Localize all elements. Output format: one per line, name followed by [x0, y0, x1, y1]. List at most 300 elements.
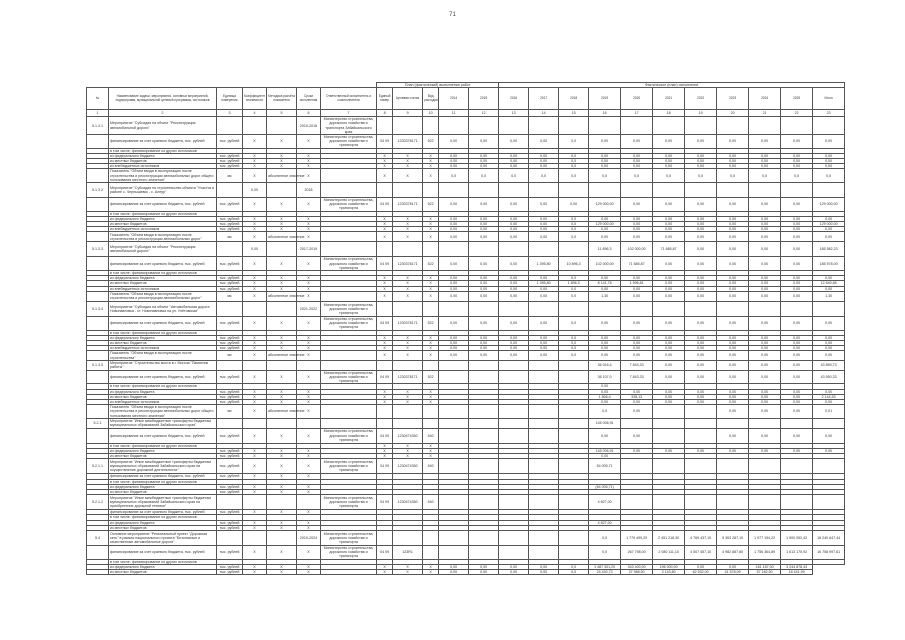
table-cell: (64 005,71): [589, 484, 621, 489]
table-cell: X: [297, 454, 321, 459]
table-cell: 0,00: [621, 276, 653, 281]
table-cell: 0,00: [717, 281, 749, 286]
table-cell: 0,0: [749, 169, 781, 183]
row-code-cell: [87, 232, 109, 242]
table-cell: [243, 530, 267, 545]
table-cell: 0,00: [439, 316, 469, 330]
row-description-cell: из местных бюджетов: [109, 525, 217, 530]
table-cell: 36 016,4: [589, 360, 621, 370]
table-cell: 37 988,50: [621, 570, 653, 575]
table-cell: 24 430,73: [589, 570, 621, 575]
table-cell: [439, 428, 469, 443]
table-cell: 0,00: [653, 276, 685, 281]
table-cell: [267, 242, 297, 257]
table-row: [87, 428, 845, 443]
table-cell: 04 09: [377, 428, 393, 443]
table-cell: 0,00: [439, 351, 469, 360]
row-description-cell: Показатель "Объем ввода в эксплуатацию после строительства и реконструкции автомобильных дорог": [109, 232, 217, 242]
table-cell: 16 758 997,61: [813, 545, 845, 559]
table-cell: X: [267, 428, 297, 443]
table-cell: X: [297, 570, 321, 575]
table-cell: 0,00: [469, 286, 499, 291]
table-cell: X: [377, 232, 393, 242]
table-cell: 0,00: [439, 281, 469, 286]
table-cell: [243, 301, 267, 316]
table-cell: 0,0: [559, 232, 589, 242]
table-cell: X: [423, 399, 439, 404]
table-cell: тыс. рублей: [217, 525, 243, 530]
table-cell: 0,00: [439, 164, 469, 169]
table-cell: 2 451 218,30: [653, 530, 685, 545]
header-group-plan: План (фактический) выполнения работ: [377, 83, 499, 88]
table-cell: [393, 301, 423, 316]
table-cell: 0,00: [589, 153, 621, 158]
column-header: 2018: [559, 88, 589, 110]
column-number: 5: [267, 110, 297, 117]
table-cell: тыс. рублей: [217, 448, 243, 453]
table-cell: X: [377, 286, 393, 291]
table-cell: 0,00: [717, 399, 749, 404]
table-cell: тыс. рублей: [217, 394, 243, 399]
table-cell: [499, 418, 529, 428]
table-cell: 1 596,81: [621, 281, 653, 286]
table-cell: 0,00: [749, 227, 781, 232]
row-description-cell: из федерального бюджета: [109, 484, 217, 489]
table-cell: [217, 418, 243, 428]
table-cell: [423, 242, 439, 257]
table-cell: 0,00: [717, 198, 749, 212]
table-cell: 0,0: [589, 530, 621, 545]
table-row: [87, 405, 845, 419]
table-cell: 145 006,91: [589, 418, 621, 428]
table-cell: 145 006,91: [589, 448, 621, 453]
table-cell: 0,00: [499, 276, 529, 281]
row-code-cell: [87, 351, 109, 360]
table-cell: X: [297, 257, 321, 271]
table-cell: 0,00: [439, 198, 469, 212]
table-cell: 4 827,00: [589, 520, 621, 525]
table-cell: X: [393, 340, 423, 345]
row-description-cell: Показатель "Объем ввода в эксплуатацию после строительства": [109, 351, 217, 360]
table-cell: 0,00: [717, 135, 749, 149]
table-cell: [217, 117, 243, 135]
table-cell: 04 09: [377, 198, 393, 212]
row-description-cell: Показатель "Объем ввода в эксплуатацию после строительства и реконструкции автомобильных дорог": [109, 291, 217, 301]
table-cell: [321, 360, 377, 370]
table-cell: [653, 418, 685, 428]
table-cell: 0,00: [529, 216, 559, 221]
row-code-cell: 5.2.1.1: [87, 459, 109, 474]
table-cell: X: [267, 525, 297, 530]
table-cell: 0,00: [813, 351, 845, 360]
table-cell: 0,00: [529, 291, 559, 301]
table-cell: 0,00: [469, 340, 499, 345]
column-header: 2025: [781, 88, 813, 110]
table-cell: [217, 301, 243, 316]
table-cell: 0,00: [749, 351, 781, 360]
table-cell: абсолютное значение: [267, 351, 297, 360]
table-cell: 0,00: [439, 159, 469, 164]
row-description-cell: из местных бюджетов: [109, 454, 217, 459]
table-cell: 1 806,4: [589, 394, 621, 399]
table-cell: 0,00: [589, 164, 621, 169]
table-cell: 4 982 887,80: [717, 545, 749, 559]
table-cell: X: [243, 564, 267, 569]
table-cell: 57 182,50: [749, 570, 781, 575]
table-cell: 0,00: [589, 135, 621, 149]
table-cell: 2021-2022: [297, 301, 321, 316]
table-cell: [559, 459, 589, 474]
table-cell: X: [297, 489, 321, 494]
table-cell: 71 685,87: [621, 257, 653, 271]
table-cell: 0,00: [439, 222, 469, 227]
table-cell: 1 900 052,42: [781, 530, 813, 545]
table-cell: X: [297, 525, 321, 530]
table-cell: 0,00: [653, 340, 685, 345]
table-cell: 0,00: [781, 227, 813, 232]
table-cell: 04 09: [377, 316, 393, 330]
table-cell: 04 09: [377, 257, 393, 271]
table-cell: 0,00: [653, 227, 685, 232]
table-cell: X: [423, 346, 439, 351]
table-cell: 0,00: [589, 399, 621, 404]
table-cell: 62 532,00: [685, 570, 717, 575]
column-number: 3: [217, 110, 243, 117]
table-cell: X: [243, 484, 267, 489]
table-cell: 0,0: [559, 164, 589, 169]
table-cell: X: [423, 164, 439, 169]
table-cell: 2017-2019: [297, 242, 321, 257]
table-cell: км: [217, 169, 243, 183]
table-cell: 0,00: [621, 316, 653, 330]
row-code-cell: 5.4: [87, 530, 109, 545]
row-description-cell: финансирование за счет краевого бюджета, тыс. рублей: [109, 545, 217, 559]
table-cell: 0,00: [439, 564, 469, 569]
table-cell: X: [267, 484, 297, 489]
table-cell: 0,00: [529, 222, 559, 227]
table-row: [87, 370, 845, 384]
table-cell: [499, 360, 529, 370]
table-cell: X: [297, 198, 321, 212]
table-cell: абсолютное значение: [267, 291, 297, 301]
table-cell: 540: [423, 428, 439, 443]
table-cell: 0,00: [469, 564, 499, 569]
table-cell: X: [243, 169, 267, 183]
table-cell: 0,0: [559, 227, 589, 232]
table-cell: 4 827,00: [589, 495, 621, 510]
table-cell: 0,00: [589, 384, 621, 389]
table-cell: 0,00: [469, 153, 499, 158]
table-cell: 0,00: [469, 159, 499, 164]
table-cell: 0,00: [749, 335, 781, 340]
table-cell: 0,00: [621, 428, 653, 443]
table-cell: 1,30: [589, 291, 621, 301]
table-cell: [813, 559, 845, 564]
table-cell: X: [297, 351, 321, 360]
table-cell: 0,00: [717, 153, 749, 158]
table-cell: Министерство строительства, дорожного хозяйства и транспорта: [321, 135, 377, 149]
column-number: 1: [87, 110, 109, 117]
column-number: 12: [469, 110, 499, 117]
table-cell: [217, 360, 243, 370]
table-cell: 0,00: [439, 276, 469, 281]
table-cell: тыс. рублей: [217, 370, 243, 384]
table-cell: 1 896,3: [559, 281, 589, 286]
table-row: [87, 291, 845, 301]
column-number: 6: [297, 110, 321, 117]
table-cell: 0,00: [499, 564, 529, 569]
table-cell: [377, 405, 393, 419]
row-description-cell: из федерального бюджета: [109, 520, 217, 525]
table-row: [87, 257, 845, 271]
table-cell: [813, 183, 845, 198]
table-cell: 0,00: [653, 389, 685, 394]
table-cell: 2 080 111,10: [653, 545, 685, 559]
table-header: [87, 83, 845, 117]
table-cell: 0,00: [589, 286, 621, 291]
table-cell: X: [267, 335, 297, 340]
table-cell: 0,00: [589, 346, 621, 351]
row-code-cell: [87, 370, 109, 384]
table-cell: X: [243, 448, 267, 453]
table-cell: X: [393, 276, 423, 281]
table-cell: тыс. рублей: [217, 276, 243, 281]
table-cell: 0,00: [499, 316, 529, 330]
table-cell: [559, 418, 589, 428]
table-cell: 0,00: [749, 281, 781, 286]
table-cell: 0,00: [653, 281, 685, 286]
table-cell: X: [393, 232, 423, 242]
table-cell: [469, 242, 499, 257]
table-cell: 0,00: [439, 291, 469, 301]
row-description-cell: Мероприятие "Субсидия на объект "Автомобильная дорога Новопавловка - ст. Новопавловка на ул. Улётовская": [109, 301, 217, 316]
table-body: [87, 117, 845, 575]
table-cell: X: [393, 291, 423, 301]
row-code-cell: 5.2.1: [87, 418, 109, 428]
table-cell: [321, 570, 377, 575]
column-number: 7: [321, 110, 377, 117]
table-cell: 102 000,00: [621, 242, 653, 257]
table-cell: 43 950,33: [813, 370, 845, 384]
table-cell: 0,0: [559, 335, 589, 340]
table-cell: [499, 117, 529, 135]
table-cell: X: [243, 346, 267, 351]
table-cell: X: [393, 443, 423, 448]
table-row: [87, 530, 845, 545]
table-cell: X: [377, 448, 393, 453]
table-cell: 0,00: [749, 286, 781, 291]
table-cell: 0,00: [529, 232, 559, 242]
table-cell: [439, 301, 469, 316]
table-cell: [653, 405, 685, 419]
table-cell: [749, 301, 781, 316]
row-code-cell: [87, 291, 109, 301]
table-cell: тыс. рублей: [217, 428, 243, 443]
table-cell: X: [267, 340, 297, 345]
table-cell: [685, 405, 717, 419]
table-cell: 0,00: [781, 135, 813, 149]
table-cell: 0,00: [469, 257, 499, 271]
table-cell: 0,00: [439, 286, 469, 291]
row-code-cell: 5.1.3.5: [87, 360, 109, 370]
table-cell: X: [423, 443, 439, 448]
table-cell: X: [377, 340, 393, 345]
table-cell: [377, 242, 393, 257]
column-header: Методика расчёта показателя: [267, 88, 297, 110]
table-cell: X: [267, 389, 297, 394]
table-cell: X: [297, 169, 321, 183]
row-code-cell: [87, 570, 109, 575]
table-cell: тыс. рублей: [217, 564, 243, 569]
column-number: 2: [109, 110, 217, 117]
table-cell: 0,00: [653, 159, 685, 164]
row-description-cell: в том числе: финансирование из других источников: [109, 443, 217, 448]
table-cell: [781, 418, 813, 428]
table-cell: 0,00: [589, 216, 621, 221]
table-cell: 4 769 437,10: [685, 530, 717, 545]
table-cell: [559, 242, 589, 257]
table-cell: [781, 459, 813, 474]
table-cell: 0,0: [589, 405, 621, 419]
table-cell: [529, 545, 559, 559]
table-cell: 0,0: [559, 276, 589, 281]
table-cell: тыс. рублей: [217, 316, 243, 330]
table-cell: тыс. рублей: [217, 520, 243, 525]
table-cell: X: [243, 276, 267, 281]
table-cell: 0,00: [529, 164, 559, 169]
table-cell: X: [377, 159, 393, 164]
table-cell: X: [423, 335, 439, 340]
table-cell: [749, 495, 781, 510]
row-description-cell: в том числе: финансирование из других источников: [109, 559, 217, 564]
column-number: 18: [653, 110, 685, 117]
table-cell: 0,00: [749, 370, 781, 384]
table-cell: 0,00: [781, 216, 813, 221]
table-cell: [393, 418, 423, 428]
table-cell: 4 507 457,10: [685, 545, 717, 559]
table-cell: 0,00: [717, 564, 749, 569]
table-cell: X: [243, 159, 267, 164]
table-cell: 0,0: [559, 351, 589, 360]
table-cell: [321, 351, 377, 360]
table-cell: 0,00: [717, 370, 749, 384]
table-row: [87, 169, 845, 183]
table-cell: [529, 459, 559, 474]
table-cell: [529, 428, 559, 443]
table-cell: [685, 301, 717, 316]
table-cell: 0,00: [243, 242, 267, 257]
table-row: [87, 459, 845, 474]
column-number: 22: [781, 110, 813, 117]
table-cell: 522: [423, 198, 439, 212]
table-cell: [439, 530, 469, 545]
table-cell: X: [243, 232, 267, 242]
table-cell: [559, 301, 589, 316]
table-cell: 1230378171: [393, 370, 423, 384]
table-cell: X: [393, 286, 423, 291]
table-cell: X: [297, 520, 321, 525]
table-cell: X: [243, 570, 267, 575]
table-cell: 0,00: [781, 291, 813, 301]
table-cell: 0,00: [653, 257, 685, 271]
table-cell: X: [297, 159, 321, 164]
table-cell: 0,00: [589, 428, 621, 443]
table-cell: 0,00: [589, 159, 621, 164]
table-cell: 267 798,00: [621, 545, 653, 559]
table-cell: 0,00: [685, 564, 717, 569]
table-cell: X: [297, 222, 321, 227]
table-cell: [469, 301, 499, 316]
table-cell: [559, 183, 589, 198]
table-cell: 0,00: [685, 394, 717, 399]
table-cell: 0,00: [685, 370, 717, 384]
table-cell: [653, 495, 685, 510]
table-row: [87, 232, 845, 242]
table-row: [87, 351, 845, 360]
table-cell: [621, 301, 653, 316]
table-cell: [529, 418, 559, 428]
table-cell: Министерство строительства, дорожного хозяйства и транспорта: [321, 370, 377, 384]
table-cell: [529, 405, 559, 419]
table-cell: 129 000,00: [813, 198, 845, 212]
table-cell: X: [393, 346, 423, 351]
table-cell: [469, 428, 499, 443]
table-cell: X: [377, 291, 393, 301]
column-header: Вид расходов: [423, 88, 439, 110]
table-cell: 0,00: [499, 281, 529, 286]
table-cell: 0,00: [439, 135, 469, 149]
table-cell: X: [267, 370, 297, 384]
row-description-cell: в том числе: финансирование из других источников: [109, 384, 217, 389]
table-cell: [469, 545, 499, 559]
table-cell: [469, 360, 499, 370]
table-cell: X: [393, 164, 423, 169]
row-description-cell: из федерального бюджета: [109, 448, 217, 453]
table-cell: 1230474350: [393, 428, 423, 443]
table-cell: 0,00: [621, 153, 653, 158]
column-number: 9: [393, 110, 423, 117]
table-cell: [393, 360, 423, 370]
table-cell: тыс. рублей: [217, 484, 243, 489]
table-cell: [717, 117, 749, 135]
table-cell: 0,00: [621, 227, 653, 232]
table-cell: 0,00: [653, 222, 685, 227]
table-cell: 0,00: [781, 351, 813, 360]
column-number: 19: [685, 110, 717, 117]
table-cell: 0,00: [469, 222, 499, 227]
row-code-cell: 5.1.3.4: [87, 301, 109, 316]
table-cell: 0,00: [589, 276, 621, 281]
table-cell: X: [423, 448, 439, 453]
table-cell: тыс. рублей: [217, 335, 243, 340]
table-cell: 0,00: [439, 346, 469, 351]
table-cell: 338,13: [621, 394, 653, 399]
table-cell: X: [297, 389, 321, 394]
table-cell: [469, 495, 499, 510]
table-cell: [499, 495, 529, 510]
row-description-cell: Мероприятие "Субсидия на объект "Реконструкция автомобильной дороги": [109, 242, 217, 257]
table-cell: X: [423, 276, 439, 281]
table-cell: 0,00: [717, 242, 749, 257]
table-cell: [469, 530, 499, 545]
table-cell: 0,00: [499, 227, 529, 232]
table-cell: X: [423, 570, 439, 575]
table-cell: 0,0: [559, 222, 589, 227]
column-number: 13: [499, 110, 529, 117]
table-cell: 43 859,73: [813, 360, 845, 370]
table-cell: 0,00: [813, 276, 845, 281]
table-cell: [685, 418, 717, 428]
